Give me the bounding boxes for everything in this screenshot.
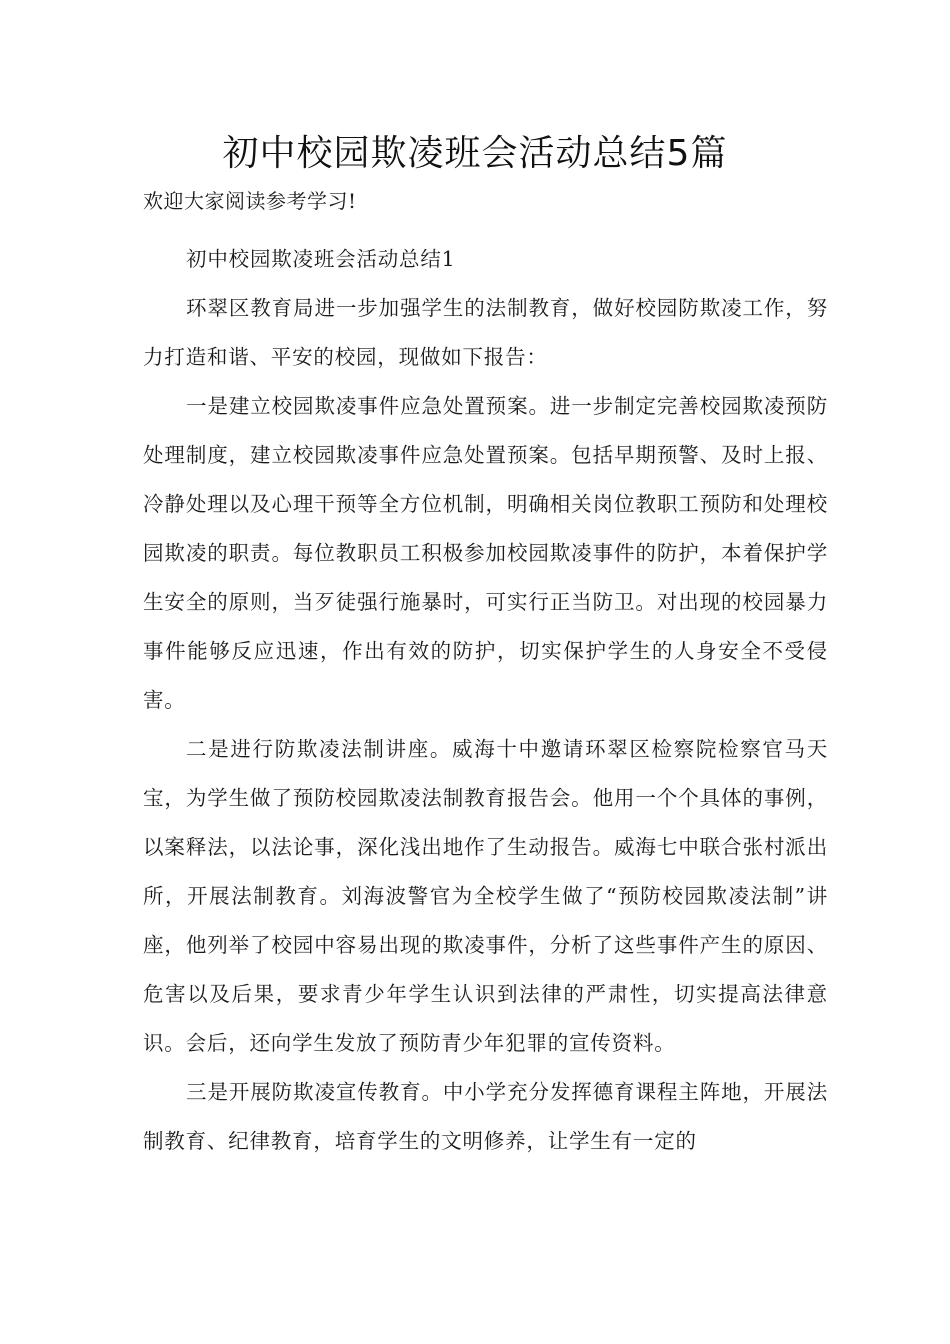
paragraph-3: 二是进行防欺凌法制讲座。威海十中邀请环翠区检察院检察官马天宝，为学生做了预防校园欺凌法制教育报告会。他用一个个具体的事例，以案释法，以法论事，深化浅出地作了生动报告。威海七中联合张村派出所，开展法制教育。刘海波警官为全校学生做了“预防校园欺凌法制”讲座，他列举了校园中容易出现的欺凌事件，分析了这些事件产生的原因、危害以及后果，要求青少年学生认识到法律的严肃性，切实提高法律意识。会后，还向学生发放了预防青少年犯罪的宣传资料。 [143, 737, 828, 1055]
document-title: 初中校园欺凌班会活动总结5篇 [222, 133, 728, 174]
intro-line: 欢迎大家阅读参考学习! [143, 189, 357, 213]
paragraph-4: 三是开展防欺凌宣传教育。中小学充分发挥德育课程主阵地，开展法制教育、纪律教育，培育学生的文明修养，让学生有一定的 [143, 1080, 828, 1153]
document-body [143, 235, 828, 1166]
section-subtitle: 初中校园欺凌班会活动总结1 [186, 247, 456, 271]
paragraph-1: 环翠区教育局进一步加强学生的法制教育，做好校园防欺凌工作，努力打造和谐、平安的校园，现做如下报告： [143, 296, 828, 369]
paragraph-2: 一是建立校园欺凌事件应急处置预案。进一步制定完善校园欺凌预防处理制度，建立校园欺凌事件应急处置预案。包括早期预警、及时上报、冷静处理以及心理干预等全方位机制，明确相关岗位教职工预防和处理校园欺凌的职责。每位教职员工积极参加校园欺凌事件的防护，本着保护学生安全的原则，当歹徒强行施暴时，可实行正当防卫。对出现的校园暴力事件能够反应迅速，作出有效的防护，切实保护学生的人身安全不受侵害。 [143, 394, 828, 712]
